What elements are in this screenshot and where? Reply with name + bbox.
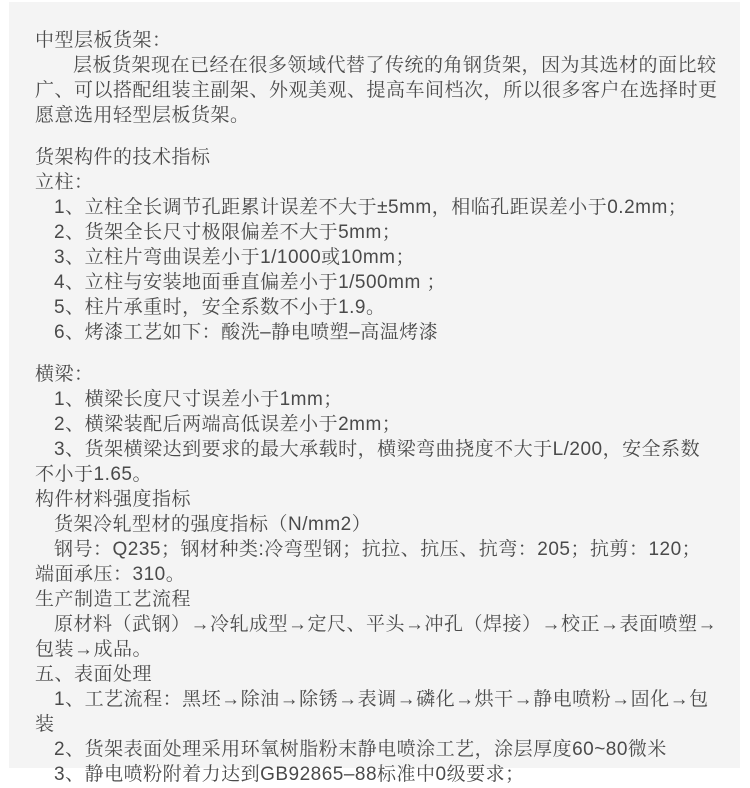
beam-item: 2、横梁装配后两端高低误差小于2mm； [54, 414, 402, 435]
surface-item: 1、工艺流程：黑坯→除油→除锈→表调→磷化→烘干→静电喷粉→固化→包装 [35, 689, 709, 735]
column-item: 4、立柱与安装地面垂直偏差小于1/500mm ； [54, 272, 447, 293]
column-item: 3、立柱片弯曲误差小于1/1000或10mm； [54, 247, 415, 268]
tech-heading: 货架构件的技术指标 [35, 147, 211, 168]
beam-heading: 横梁： [35, 364, 94, 385]
content-panel [9, 2, 740, 785]
column-item: 1、立柱全长调节孔距累计误差不大于±5mm，相临孔距误差小于0.2mm； [54, 197, 688, 218]
surface-item: 2、货架表面处理采用环氧树脂粉末静电喷涂工艺，涂层厚度60~80微米 [54, 739, 667, 760]
blank-line [35, 345, 718, 362]
blank-line [35, 128, 718, 145]
column-heading: 立柱： [35, 172, 94, 193]
column-item: 5、柱片承重时，安全系数不小于1.9。 [54, 297, 386, 318]
surface-heading: 五、表面处理 [35, 664, 153, 685]
material-line: 钢号：Q235；钢材种类:冷弯型钢；抗拉、抗压、抗弯：205；抗剪：120；端面承压：310。 [35, 539, 702, 585]
surface-item: 3、静电喷粉附着力达到GB92865–88标准中0级要求； [54, 764, 525, 785]
column-item: 6、烤漆工艺如下：酸洗–静电喷塑–高温烤漆 [54, 322, 439, 343]
process-heading: 生产制造工艺流程 [35, 589, 192, 610]
material-line: 货架冷轧型材的强度指标（N/mm2） [54, 514, 372, 535]
beam-item: 1、横梁长度尺寸误差小于1mm； [54, 389, 343, 410]
column-item: 2、货架全长尺寸极限偏差不大于5mm； [54, 222, 402, 243]
intro-title: 中型层板货架： [35, 30, 172, 51]
process-line: 原材料（武钢）→冷轧成型→定尺、平头→冲孔（焊接）→校正→表面喷塑→包装→成品。 [35, 614, 718, 660]
intro-paragraph: 层板货架现在已经在很多领域代替了传统的角钢货架，因为其选材的面比较广、可以搭配组装主副架、外观美观、提高车间档次，所以很多客户在选择时更愿意选用轻型层板货架。 [35, 55, 718, 126]
document-body [9, 2, 740, 787]
beam-item: 3、货架横梁达到要求的最大承载时，横梁弯曲挠度不大于L/200，安全系数不小于1.65。 [35, 439, 701, 485]
material-heading: 构件材料强度指标 [35, 489, 192, 510]
